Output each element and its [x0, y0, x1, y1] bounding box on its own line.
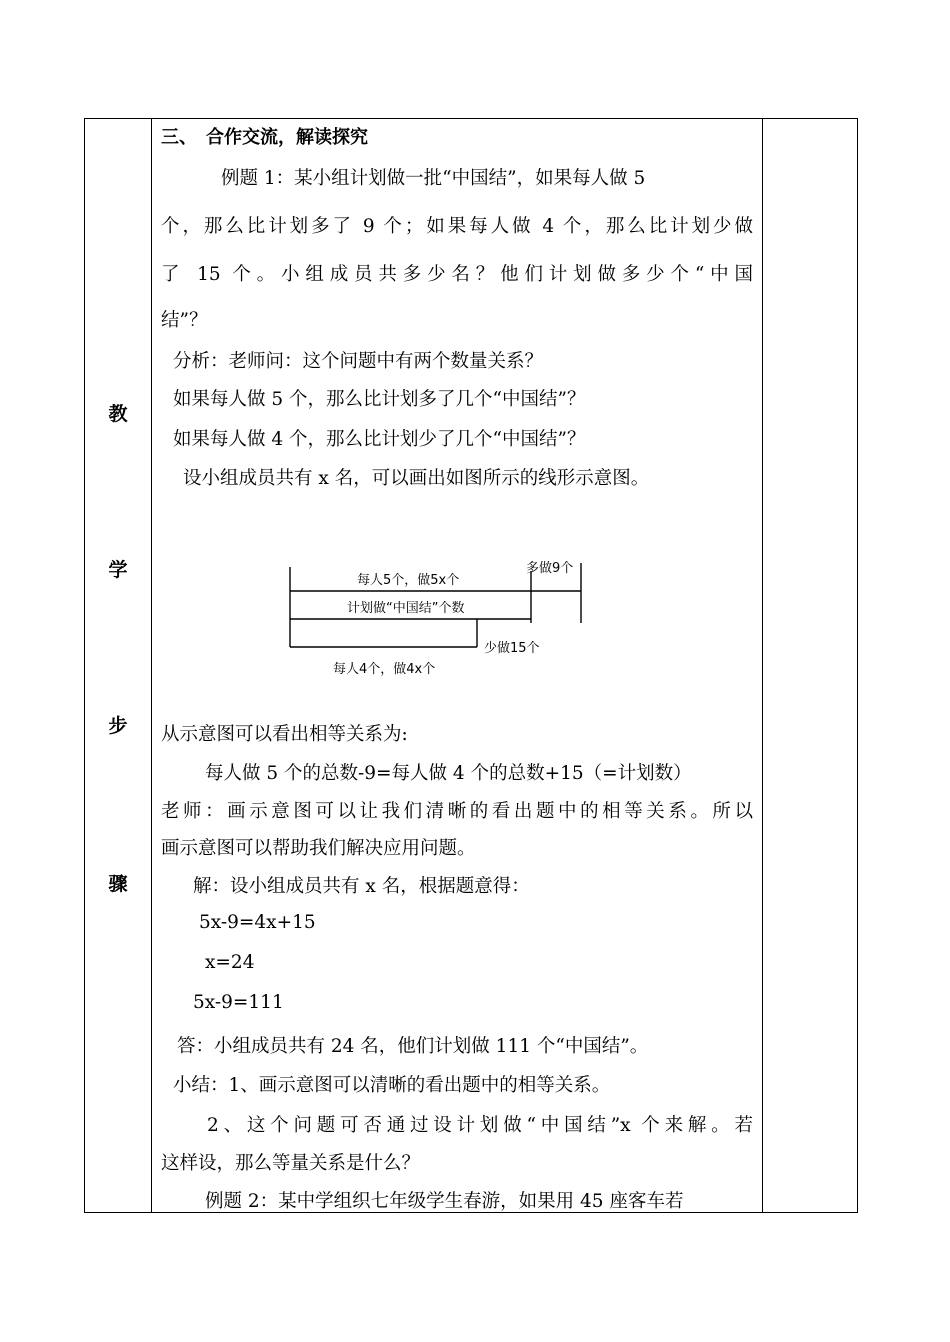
diagram-more-label: 多做9个	[526, 561, 574, 576]
side-label-xue: 学	[108, 559, 128, 581]
analysis-line1: 分析：老师问：这个问题中有两个数量关系？	[173, 351, 544, 372]
analysis-line4: 设小组成员共有 x 名，可以画出如图所示的线形示意图。	[183, 468, 650, 489]
summary-line3: 这样设，那么等量关系是什么？	[161, 1153, 421, 1174]
summary-line1: 小结：1、画示意图可以清晰的看出题中的相等关系。	[173, 1075, 611, 1096]
solution-eq1: 5x-9=4x+15	[199, 912, 316, 933]
diagram-plan-label: 计划做“中国结”个数	[347, 601, 465, 616]
lesson-table	[84, 118, 858, 1213]
section-title: 三、 合作交流，解读探究	[161, 127, 368, 148]
solution-eq3: 5x-9=111	[193, 992, 284, 1013]
side-label-zhou: 骤	[108, 873, 128, 895]
equality-line3: 老师：画示意图可以让我们清晰的看出题中的相等关系。所以	[161, 801, 753, 822]
diagram-top-label: 每人5个，做5x个	[357, 573, 460, 588]
solution-eq2: x=24	[205, 952, 255, 973]
side-label-bu: 步	[108, 715, 128, 737]
equality-line2: 每人做 5 个的总数-9=每人做 4 个的总数+15（=计划数）	[205, 763, 692, 784]
diagram-less-label: 少做15个	[484, 641, 540, 656]
summary-line2: 2、这个问题可否通过设计划做“中国结”x 个来解。若	[207, 1115, 753, 1136]
example1-line1: 例题 1：某小组计划做一批“中国结”，如果每人做 5	[221, 168, 646, 189]
example1-line2: 个，那么比计划多了 9 个；如果每人做 4 个，那么比计划少做	[161, 216, 753, 237]
column-divider-right	[762, 119, 763, 1212]
example2-line1: 例题 2：某中学组织七年级学生春游，如果用 45 座客车若	[205, 1191, 684, 1212]
side-label-jiao: 教	[108, 403, 128, 425]
example1-line4: 结”？	[161, 310, 208, 331]
example1-line3: 了 15 个。小组成员共多少名？他们计划做多少个“中国	[161, 264, 753, 285]
diagram-bottom-label: 每人4个，做4x个	[333, 662, 436, 677]
analysis-line3: 如果每人做 4 个，那么比计划少了几个“中国结”？	[173, 429, 586, 450]
solution-line1: 解：设小组成员共有 x 名，根据题意得：	[193, 876, 530, 897]
line-diagram	[281, 555, 601, 685]
column-divider-left	[151, 119, 152, 1212]
analysis-line2: 如果每人做 5 个，那么比计划多了几个“中国结”？	[173, 389, 586, 410]
solution-answer: 答：小组成员共有 24 名，他们计划做 111 个“中国结”。	[177, 1036, 649, 1057]
equality-line1: 从示意图可以看出相等关系为:	[161, 724, 408, 745]
equality-line4: 画示意图可以帮助我们解决应用问题。	[161, 838, 476, 859]
